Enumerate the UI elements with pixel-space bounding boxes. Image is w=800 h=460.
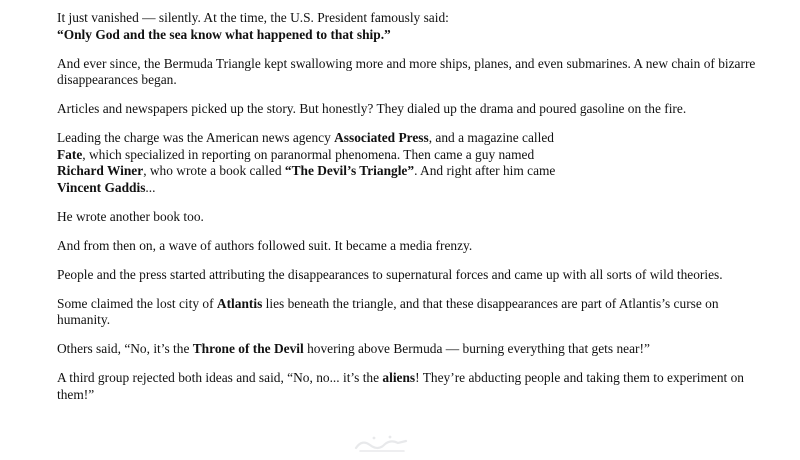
paragraph-6-text: And from then on, a wave of authors followed suit. It became a media frenzy. — [57, 237, 473, 253]
paragraph-4-text-6: ... — [145, 179, 156, 195]
paragraph-4-text-3: , which specialized in reporting on paranormal phenomena. Then came a guy named — [82, 146, 535, 162]
paragraph-3 — [57, 101, 757, 118]
paragraph-5-text: He wrote another book too. — [57, 208, 204, 224]
throne-of-the-devil-bold: Throne of the Devil — [192, 341, 304, 356]
paragraph-8-text-2: lies beneath the triangle, and that these disappearances are part of Atlantis’s curse on humanity. — [57, 295, 719, 327]
paragraph-5 — [57, 209, 757, 226]
paragraph-4-text-2: , and a magazine called — [428, 130, 555, 145]
paragraph-2 — [57, 56, 757, 89]
paragraph-1 — [57, 10, 757, 43]
richard-winer-bold: Richard Winer — [57, 163, 144, 178]
devils-triangle-bold: “The Devil’s Triangle” — [284, 163, 415, 178]
president-quote: “Only God and the sea know what happened to that ship.” — [57, 26, 391, 42]
watermark-logo — [352, 433, 410, 455]
aliens-bold: aliens — [382, 370, 416, 385]
paragraph-8 — [57, 296, 757, 329]
document-body — [57, 10, 757, 416]
paragraph-3-text: Articles and newspapers picked up the story. But honestly? They dialed up the drama and poured gasoline on the fire. — [57, 101, 687, 116]
paragraph-4-text-4: , who wrote a book called — [143, 163, 285, 178]
paragraph-10-text-1: A third group rejected both ideas and said, “No, no... it’s the — [57, 370, 383, 385]
paragraph-10 — [57, 370, 757, 403]
associated-press-bold: Associated Press — [334, 130, 429, 145]
paragraph-9-text-1: Others said, “No, it’s the — [57, 341, 193, 356]
paragraph-8-text-1: Some claimed the lost city of — [57, 295, 217, 311]
paragraph-7 — [57, 267, 757, 284]
paragraph-4-text-1: Leading the charge was the American news agency — [57, 130, 335, 145]
paragraph-4 — [57, 130, 757, 196]
vincent-gaddis-bold: Vincent Gaddis — [57, 179, 146, 195]
paragraph-4-text-5: . And right after him came — [414, 163, 556, 178]
atlantis-bold: Atlantis — [216, 295, 263, 311]
fate-bold: Fate — [57, 146, 83, 162]
paragraph-6 — [57, 238, 757, 255]
paragraph-7-text: People and the press started attributing the disappearances to supernatural forces and came up with all sorts of wild theories. — [57, 266, 723, 282]
paragraph-9 — [57, 341, 757, 358]
paragraph-1-text: It just vanished — silently. At the time, the U.S. President famously said: — [57, 10, 449, 25]
paragraph-10-text-2: ! They’re abducting people and taking them to experiment on them!” — [57, 370, 744, 402]
paragraph-2-text: And ever since, the Bermuda Triangle kept swallowing more and more ships, planes, and even submarines. A new chain of bizarre disappearances began. — [57, 55, 756, 87]
paragraph-9-text-2: hovering above Bermuda — burning everything that gets near!” — [303, 341, 650, 356]
